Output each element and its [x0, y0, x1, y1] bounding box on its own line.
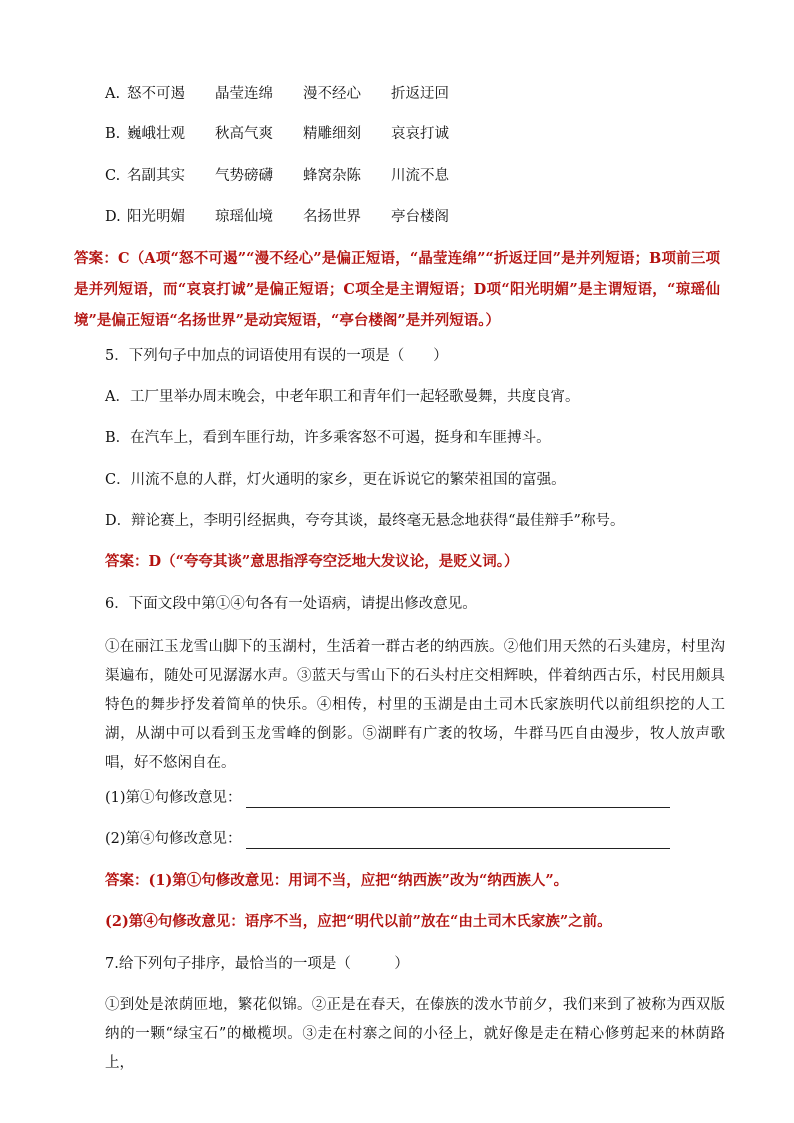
q4-option-c — [105, 166, 479, 186]
option-word: 秋高气爽 — [215, 126, 273, 142]
q5-option-d: D．辩论赛上，李明引经据典，夸夸其谈，最终毫无悬念地获得“最佳辩手”称号。 — [105, 513, 625, 529]
q6-fill-2 — [105, 829, 670, 849]
option-word: 怒不可遏 — [127, 86, 185, 102]
option-word: 蜂窝杂陈 — [303, 168, 361, 184]
q4-option-b — [105, 124, 479, 144]
option-letter: D. — [105, 209, 121, 225]
q4-answer: 答案：C（A项“怒不可遏”“漫不经心”是偏正短语，“晶莹连绵”“折返迂回”是并列短语；B项前三项是并列短语，而“哀哀打诚”是偏正短语；C项全是主谓短语；D项“阳光明媚”是主谓短语，“琼瑶仙境”是偏正短语“名扬世界”是动宾短语，“亭台楼阁”是并列短语。） — [74, 250, 720, 329]
option-word: 折返迂回 — [391, 86, 449, 102]
q6-answer-2: (2)第④句修改意见：语序不当，应把“明代以前”放在“由土司木氏家族”之前。 — [105, 913, 612, 930]
option-letter: C. — [105, 168, 121, 184]
q7-stem: 7.给下列句子排序，最恰当的一项是（ ） — [105, 956, 409, 972]
q6-passage: ①在丽江玉龙雪山脚下的玉湖村，生活着一群古老的纳西族。②他们用天然的石头建房，村里沟渠遍布，随处可见潺潺水声。③蓝天与雪山下的石头村庄交相辉映，伴着纳西古乐，村民用颇具特色的舞步抒发着简单的快乐。④相传，村里的玉湖是由土司木氏家族明代以前组织挖的人工湖，从湖中可以看到玉龙雪峰的倒影。⑤湖畔有广袤的牧场，牛群马匹自由漫步，牧人放声歌唱，好不悠闲自在。 — [105, 639, 725, 771]
option-word: 川流不息 — [391, 168, 449, 184]
option-letter: B. — [105, 126, 121, 142]
option-word: 漫不经心 — [303, 86, 361, 102]
option-word: 气势磅礴 — [215, 168, 273, 184]
q5-answer: 答案：D（“夸夸其谈”意思指浮夸空泛地大发议论，是贬义词。） — [105, 553, 519, 570]
fill-label: (1)第①句修改意见： — [105, 790, 242, 806]
q4-option-d — [105, 207, 479, 227]
q6-stem: 6．下面文段中第①④句各有一处语病，请提出修改意见。 — [105, 596, 477, 612]
option-word: 精雕细刻 — [303, 126, 361, 142]
option-word: 亭台楼阁 — [391, 209, 449, 225]
q5-option-b: B．在汽车上，看到车匪行劫，许多乘客怒不可遏，挺身和车匪搏斗。 — [105, 430, 551, 446]
answer-blank-1[interactable] — [246, 791, 670, 808]
q6-answer-1: 答案：(1)第①句修改意见：用词不当，应把“纳西族”改为“纳西族人”。 — [105, 872, 569, 889]
q5-stem: 5．下列句子中加点的词语使用有误的一项是（ ） — [105, 348, 448, 364]
option-letter: A. — [105, 86, 121, 102]
answer-blank-2[interactable] — [246, 832, 670, 849]
q7-passage: ①到处是浓荫匝地，繁花似锦。②正是在春天，在傣族的泼水节前夕，我们来到了被称为西双版纳的一颗“绿宝石”的橄榄坝。③走在村寨之间的小径上，就好像是走在精心修剪起来的林荫路上， — [105, 997, 725, 1071]
q6-fill-1 — [105, 788, 670, 808]
q5-option-a: A．工厂里举办周末晚会，中老年职工和青年们一起轻歌曼舞，共度良宵。 — [105, 389, 580, 405]
option-word: 巍峨壮观 — [127, 126, 185, 142]
option-word: 哀哀打诚 — [391, 126, 449, 142]
fill-label: (2)第④句修改意见： — [105, 831, 242, 847]
option-word: 阳光明媚 — [127, 209, 185, 225]
option-word: 晶莹连绵 — [215, 86, 273, 102]
option-word: 名副其实 — [127, 168, 185, 184]
option-word: 琼瑶仙境 — [215, 209, 273, 225]
option-word: 名扬世界 — [303, 209, 361, 225]
q5-option-c: C．川流不息的人群，灯火通明的家乡，更在诉说它的繁荣祖国的富强。 — [105, 472, 566, 488]
q4-option-a — [105, 84, 479, 104]
